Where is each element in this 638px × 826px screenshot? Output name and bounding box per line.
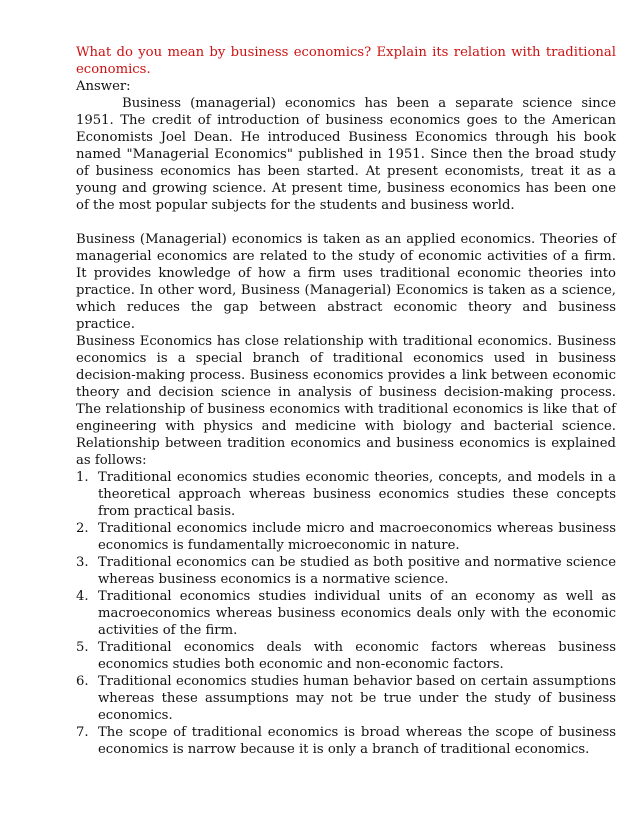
list-item-number: 3. <box>76 555 89 570</box>
list-item-text: Traditional economics deals with economic factors whereas business economics studies both economic and non-economic factors. <box>98 640 616 672</box>
list-item <box>76 469 616 520</box>
paragraph-relationship: Business Economics has close relationship with traditional economics. Business economics is a special branch of traditional economics used in business decision-making process. Business economics provides a link between economic theory and decision science in analysis of business decision-making process. The relationship of business economics with traditional economics is like that of engineering with physics and medicine with biology and bacterial science. Relationship between tradition economics and business economics is explained as follows: <box>76 334 616 468</box>
list-item-number: 5. <box>76 640 89 655</box>
list-item-number: 1. <box>76 470 89 485</box>
list-item-number: 6. <box>76 674 89 689</box>
list-item <box>76 588 616 639</box>
list-item-number: 7. <box>76 725 89 740</box>
list-item-text: Traditional economics studies human behavior based on certain assumptions whereas these assumptions may not be true under the study of business economics. <box>98 674 616 723</box>
answer-label: Answer: <box>76 79 131 94</box>
list-item-number: 2. <box>76 521 89 536</box>
paragraph-intro: Business (managerial) economics has been a separate science since 1951. The credit of introduction of business economics goes to the American Economists Joel Dean. He introduced Business Economics through his book named "Managerial Economics" published in 1951. Since then the broad study of business economics has been started. At present economists, treat it as a young and growing science. At present time, business economics has been one of the most popular subjects for the students and business world. <box>76 96 616 213</box>
question-heading: What do you mean by business economics? Explain its relation with traditional economics. <box>76 45 616 77</box>
list-item <box>76 554 616 588</box>
list-item <box>76 724 616 758</box>
list-item-text: Traditional economics can be studied as both positive and normative science whereas business economics is a normative science. <box>98 555 616 587</box>
paragraph-gap <box>76 214 616 231</box>
list-item-text: The scope of traditional economics is broad whereas the scope of business economics is narrow because it is only a branch of traditional economics. <box>98 725 616 757</box>
list-item <box>76 639 616 673</box>
paragraph-applied-economics: Business (Managerial) economics is taken as an applied economics. Theories of managerial economics are related to the study of economic activities of a firm. It provides knowledge of how a firm uses traditional economic theories into practice. In other word, Business (Managerial) Economics is taken as a science, which reduces the gap between abstract economic theory and business practice. <box>76 232 616 332</box>
list-item-text: Traditional economics studies economic theories, concepts, and models in a theoretical approach whereas business economics studies these concepts from practical basis. <box>98 470 616 519</box>
document-page <box>76 44 616 758</box>
list-item-text: Traditional economics studies individual units of an economy as well as macroeconomics whereas business economics deals only with the economic activities of the firm. <box>98 589 616 638</box>
list-item-text: Traditional economics include micro and macroeconomics whereas business economics is fundamentally microeconomic in nature. <box>98 521 616 553</box>
list-item <box>76 520 616 554</box>
list-item-number: 4. <box>76 589 89 604</box>
list-item <box>76 673 616 724</box>
relationship-list <box>76 469 616 758</box>
